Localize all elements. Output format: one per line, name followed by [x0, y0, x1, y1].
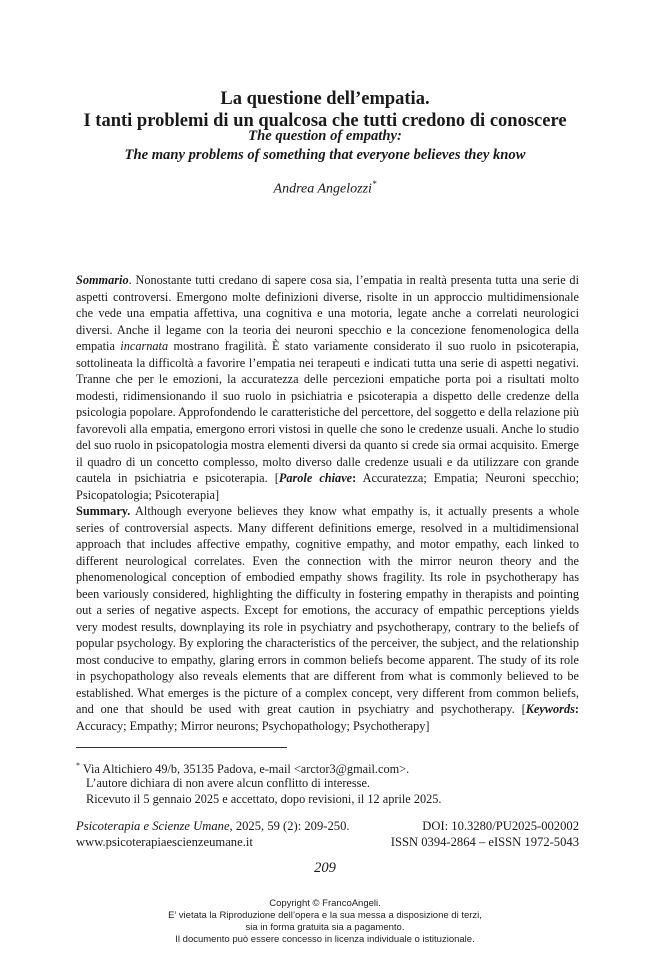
footnote-conflict-text: L’autore dichiara di non avere alcun conflitto di interesse. [86, 776, 370, 790]
english-title-line-2: The many problems of something that everyone believes they know [124, 147, 526, 163]
english-abstract-text: Although everyone believes they know what empathy is, it actually presents a whole series of controversial aspects. Many different definitions emerge, resolved in a multidimensional approach that includes affective empathy, cognitive empathy, and motor empathy, each linked to different neurological correlates. Even the connection with the mirror neuron theory and the phenomenological conception of embodied empathy shows fragility. Its role in psychotherapy has been variously considered, highlighting the difficulty in fostering empathy in therapists and pointing out a series of negative aspects. Except for emotions, the accuracy of empathic perceptions yields very modest results, downplaying its role in psychiatry and psychotherapy, contrary to the beliefs of popular psychology. By exploring the characteristics of the perceiver, the subject, and the relationship most conducive to empathy, glaring errors in common beliefs become apparent. The study of its role in psychopathology also reveals elements that are different from what is commonly believed to be established. What emerges is the picture of a complex concept, very different from common beliefs, and one that should be used with great caution in psychiatry and psychotherapy. [ [76, 504, 579, 716]
copyright-line-2: E’ vietata la Riproduzione dell’opera e la sua messa a disposizione di terzi, [168, 910, 482, 921]
english-abstract [76, 503, 579, 734]
english-keywords: Accuracy; Empathy; Mirror neurons; Psychopathology; Psychotherapy] [76, 718, 430, 733]
italian-abstract [76, 272, 579, 503]
copyright-line-1: Copyright © FrancoAngeli. [269, 898, 381, 909]
article-title-line-1: La questione dell’empatia. [220, 89, 430, 109]
italian-abstract-italic-word: incarnata [120, 339, 169, 353]
author-line [0, 179, 650, 198]
footnote-address-text: Via Altichiero 49/b, 35135 Padova, e-mail <arctor3@gmail.com>. [80, 762, 410, 777]
journal-name: Psicoterapia e Scienze Umane [76, 819, 230, 833]
footnote-conflict [76, 775, 579, 791]
journal-volume-pages: , 2025, 59 (2): 209-250. [229, 819, 350, 833]
parole-chiave-label: Parole chiave [278, 471, 353, 485]
footnote-received [76, 791, 579, 807]
copyright-line-4: Il documento può essere concesso in licenza individuale o istituzionale. [175, 934, 475, 945]
italian-abstract-text-1: . Nonostante tutti credano di sapere cosa sia, l’empatia in realtà presenta tutta una serie di aspetti controversi. Emergono molte definizioni diverse, risolte in un approccio multidimensionale che vede una empatia affettiva, una cognitiva e una motoria, legate anche a correlati neurologici diversi. Anche il legame con la teoria dei neuroni specchio e la concezione fenomenologica della empatia [76, 273, 579, 353]
copyright-line-3: sia in forma gratuita sia a pagamento. [245, 922, 405, 933]
article-title-line-2: I tanti problemi di un qualcosa che tutti credono di conoscere [83, 111, 567, 131]
summary-label: Summary. [76, 504, 131, 518]
journal-citation [76, 818, 350, 834]
footnote-divider [76, 747, 287, 748]
keywords-label: Keywords [525, 702, 575, 716]
sommario-label: Sommario [76, 273, 129, 287]
keywords-colon: : [574, 702, 579, 716]
parole-chiave-colon: : [352, 471, 357, 485]
author-footnote-mark: * [371, 179, 377, 189]
italian-keywords: Accuratezza; Empatia; Neuroni specchio; Psicopatologia; Psicoterapia] [76, 471, 579, 502]
footnote-received-text: Ricevuto il 5 gennaio 2025 e accettato, dopo revisioni, il 12 aprile 2025. [86, 792, 442, 806]
journal-website-link[interactable]: www.psicoterapiaescienzeumane.it [76, 835, 253, 849]
english-title-line-1: The question of empathy: [248, 128, 402, 144]
author-name: Andrea Angelozzi [273, 181, 372, 197]
doi[interactable]: DOI: 10.3280/PU2025-002002 [422, 819, 579, 833]
footnote-mark: * [76, 761, 80, 770]
italian-abstract-text-2: mostrano fragilità. È stato variamente considerato il suo ruolo in psicoterapia, sottolineata la difficoltà a favorire l’empatia nei terapeuti e indicati tutta una serie di aspetti negativi. Tranne che per le emozioni, la accuratezza delle percezioni empatiche porta poi a risultati molto modesti, ridimensionando il suo ruolo in psichiatria e psicoterapia a dispetto delle credenze della psicologia popolare. Approfondendo le caratteristiche del percettore, del soggetto e della relazione più favorevoli alla empatia, emergono errori vistosi in quelle che sono le credenze usuali. Anche lo studio del suo ruolo in psicopatologia mostra elementi diversi da quanto si crede sia ormai acquisito. Emerge il quadro di un concetto complesso, molto diverso dalle credenze usuali e da utilizzare con grande cautela in psichiatria e psicoterapia. [ [76, 339, 579, 485]
issn: ISSN 0394-2864 – eISSN 1972-5043 [390, 835, 579, 849]
page-number: 209 [314, 860, 336, 876]
